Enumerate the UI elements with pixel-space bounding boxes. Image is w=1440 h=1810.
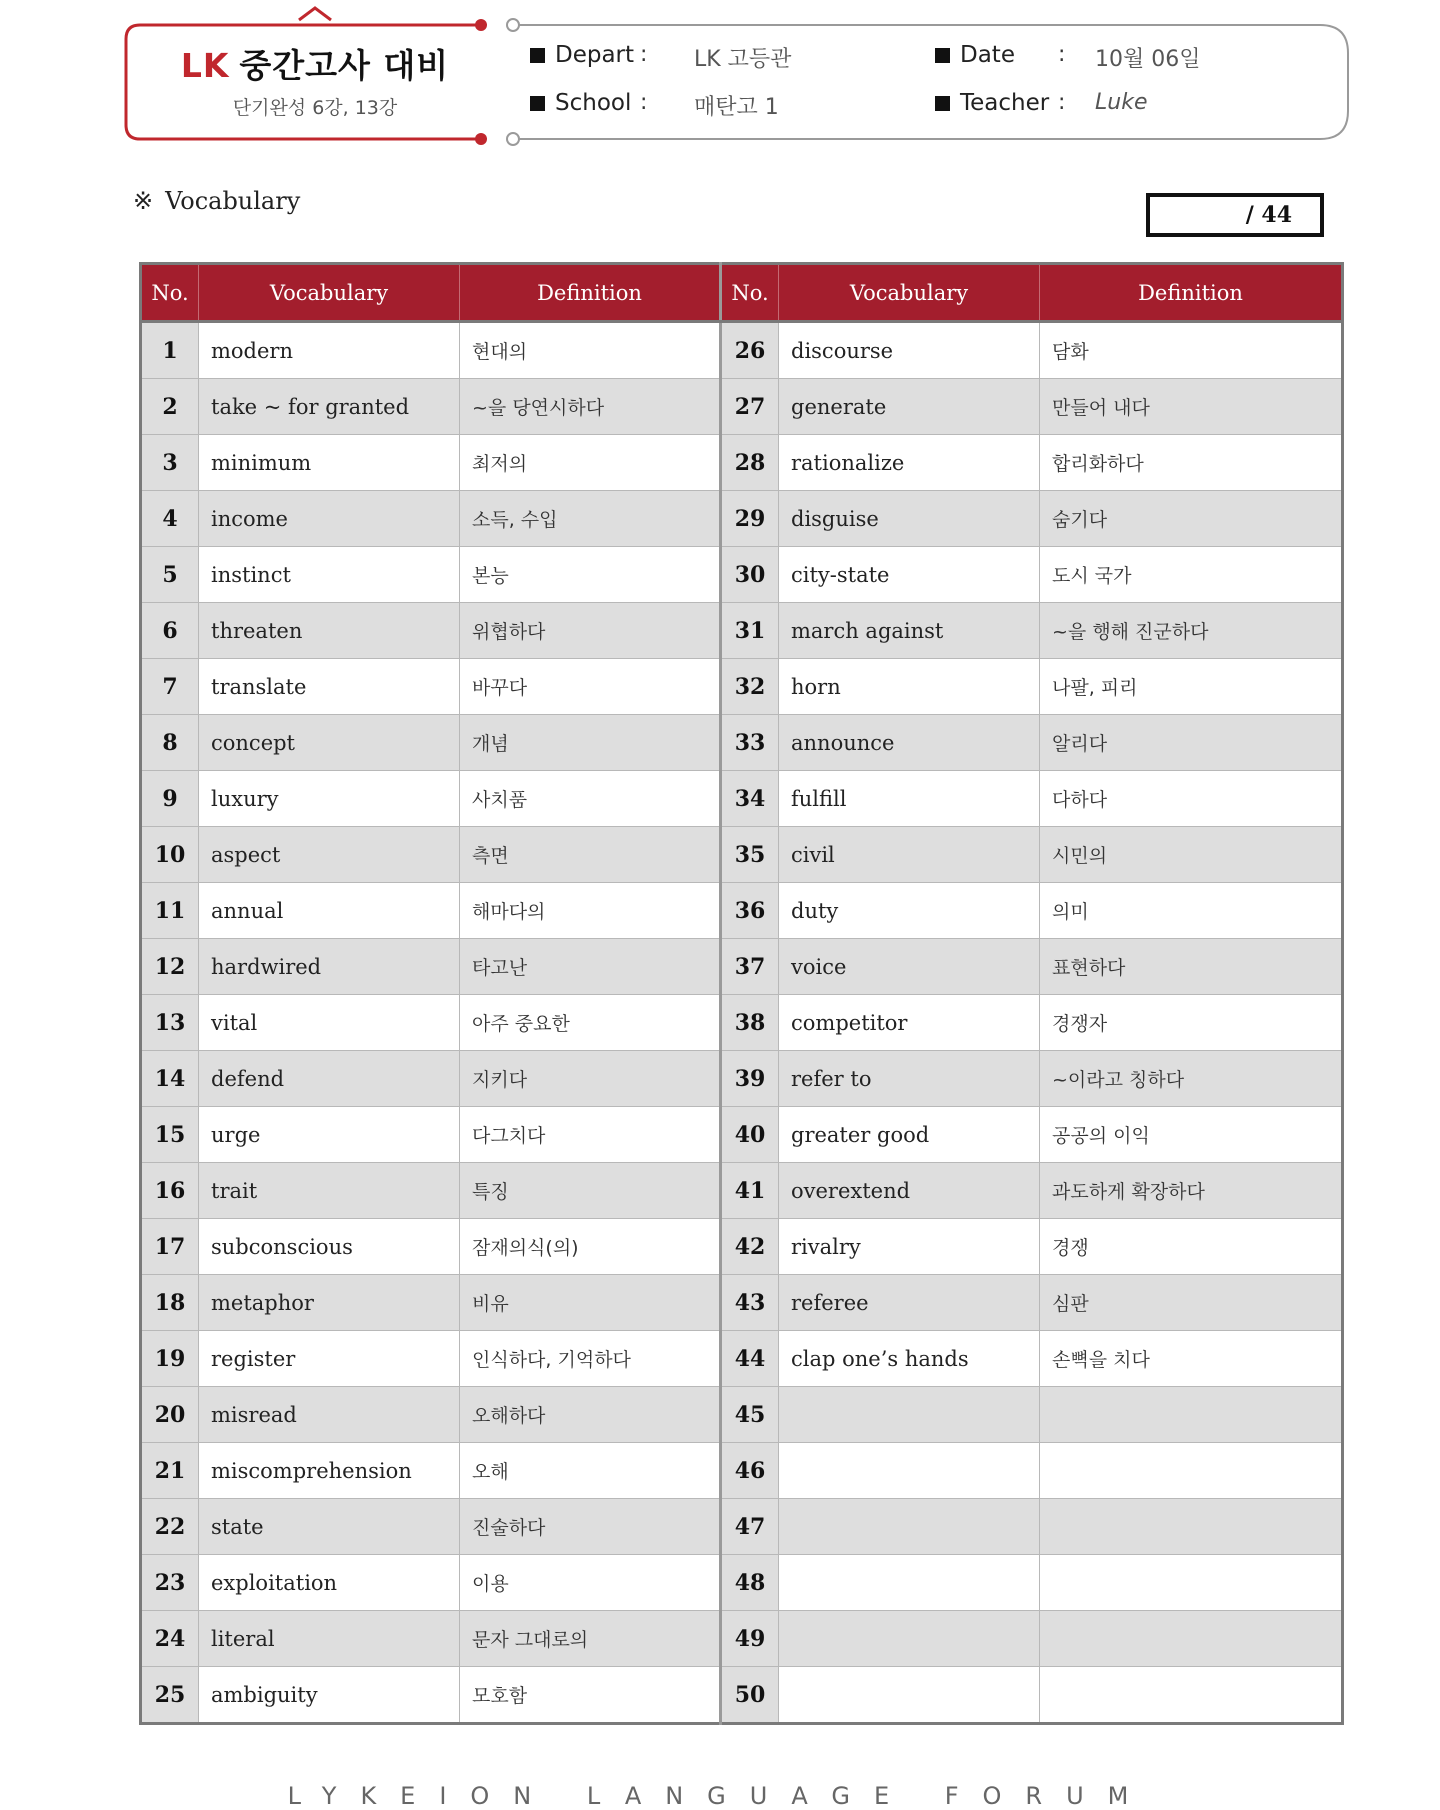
definition-cell-right: ~이라고 칭하다 <box>1040 1051 1343 1107</box>
row-number-left: 4 <box>141 491 199 547</box>
row-number-left: 2 <box>141 379 199 435</box>
definition-cell-right: 담화 <box>1040 322 1343 379</box>
score-total: / 44 <box>1245 202 1292 228</box>
row-number-right: 29 <box>721 491 779 547</box>
table-row <box>141 603 1343 659</box>
row-number-right: 38 <box>721 995 779 1051</box>
row-number-right: 44 <box>721 1331 779 1387</box>
school-colon: : <box>640 90 648 115</box>
row-number-right: 28 <box>721 435 779 491</box>
row-number-right: 43 <box>721 1275 779 1331</box>
definition-cell-right <box>1040 1611 1343 1667</box>
vocabulary-cell-left: threaten <box>199 603 460 659</box>
vocabulary-cell-right <box>779 1667 1040 1724</box>
square-bullet-icon <box>530 96 545 111</box>
depart-colon: : <box>640 42 648 67</box>
definition-cell-left: 잠재의식(의) <box>460 1219 721 1275</box>
row-number-left: 20 <box>141 1387 199 1443</box>
row-number-right: 36 <box>721 883 779 939</box>
definition-cell-left: 타고난 <box>460 939 721 995</box>
vocabulary-cell-left: translate <box>199 659 460 715</box>
table-row <box>141 435 1343 491</box>
row-number-left: 21 <box>141 1443 199 1499</box>
definition-cell-right: ~을 행해 진군하다 <box>1040 603 1343 659</box>
vocabulary-cell-right: announce <box>779 715 1040 771</box>
row-number-right: 39 <box>721 1051 779 1107</box>
vocabulary-cell-right <box>779 1555 1040 1611</box>
definition-cell-right <box>1040 1555 1343 1611</box>
definition-cell-left: 소득, 수입 <box>460 491 721 547</box>
teacher-colon: : <box>1058 90 1066 115</box>
table-row <box>141 1219 1343 1275</box>
row-number-right: 32 <box>721 659 779 715</box>
table-row <box>141 1499 1343 1555</box>
table-row <box>141 771 1343 827</box>
table-row <box>141 827 1343 883</box>
definition-cell-left: 모호함 <box>460 1667 721 1724</box>
depart-label <box>530 42 634 68</box>
header-definition-left: Definition <box>460 264 721 322</box>
definition-cell-right <box>1040 1499 1343 1555</box>
row-number-left: 25 <box>141 1667 199 1724</box>
title-main: 중간고사 대비 <box>239 46 450 85</box>
header-no-right: No. <box>721 264 779 322</box>
vocabulary-cell-left: literal <box>199 1611 460 1667</box>
definition-cell-right: 합리화하다 <box>1040 435 1343 491</box>
definition-cell-right: 표현하다 <box>1040 939 1343 995</box>
header-vocabulary-left: Vocabulary <box>199 264 460 322</box>
row-number-right: 41 <box>721 1163 779 1219</box>
vocabulary-cell-right: competitor <box>779 995 1040 1051</box>
page-subtitle: 단기완성 6강, 13강 <box>232 97 398 119</box>
vocabulary-cell-left: misread <box>199 1387 460 1443</box>
vocabulary-cell-left: ambiguity <box>199 1667 460 1724</box>
vocabulary-cell-left: income <box>199 491 460 547</box>
vocabulary-cell-right: voice <box>779 939 1040 995</box>
row-number-left: 5 <box>141 547 199 603</box>
definition-cell-left: 위협하다 <box>460 603 721 659</box>
vocabulary-cell-left: modern <box>199 322 460 379</box>
header-definition-right: Definition <box>1040 264 1343 322</box>
vocabulary-cell-right: discourse <box>779 322 1040 379</box>
vocabulary-cell-left: vital <box>199 995 460 1051</box>
definition-cell-right: 만들어 내다 <box>1040 379 1343 435</box>
row-number-right: 37 <box>721 939 779 995</box>
footer-brand: LYKEION LANGUAGE FORUM <box>287 1782 1153 1810</box>
vocabulary-cell-right: horn <box>779 659 1040 715</box>
definition-cell-left: 최저의 <box>460 435 721 491</box>
row-number-left: 1 <box>141 322 199 379</box>
teacher-label <box>935 90 1049 116</box>
vocabulary-cell-right <box>779 1387 1040 1443</box>
table-row <box>141 1275 1343 1331</box>
vocabulary-cell-right: clap one’s hands <box>779 1331 1040 1387</box>
row-number-left: 18 <box>141 1275 199 1331</box>
vocabulary-cell-left: defend <box>199 1051 460 1107</box>
school-label <box>530 90 631 116</box>
row-number-right: 40 <box>721 1107 779 1163</box>
table-row <box>141 1443 1343 1499</box>
vocabulary-cell-left: annual <box>199 883 460 939</box>
definition-cell-left: 바꾸다 <box>460 659 721 715</box>
table-row <box>141 1611 1343 1667</box>
vocabulary-cell-left: take ~ for granted <box>199 379 460 435</box>
vocabulary-cell-right <box>779 1499 1040 1555</box>
vocabulary-cell-left: trait <box>199 1163 460 1219</box>
section-title <box>133 187 300 215</box>
table-row <box>141 715 1343 771</box>
definition-cell-left: 측면 <box>460 827 721 883</box>
row-number-left: 7 <box>141 659 199 715</box>
vocabulary-table <box>139 262 1344 1725</box>
date-colon: : <box>1058 42 1066 67</box>
page-title <box>125 40 505 87</box>
definition-cell-right <box>1040 1387 1343 1443</box>
row-number-right: 31 <box>721 603 779 659</box>
header-no-left: No. <box>141 264 199 322</box>
definition-cell-right: 시민의 <box>1040 827 1343 883</box>
vocabulary-cell-right: rivalry <box>779 1219 1040 1275</box>
table-row <box>141 939 1343 995</box>
definition-cell-left: 비유 <box>460 1275 721 1331</box>
definition-cell-left: 오해하다 <box>460 1387 721 1443</box>
row-number-right: 46 <box>721 1443 779 1499</box>
definition-cell-left: 오해 <box>460 1443 721 1499</box>
row-number-right: 27 <box>721 379 779 435</box>
table-row <box>141 1331 1343 1387</box>
caret-up-icon <box>297 4 333 22</box>
row-number-right: 35 <box>721 827 779 883</box>
table-row <box>141 1667 1343 1724</box>
row-number-left: 15 <box>141 1107 199 1163</box>
vocabulary-cell-right: duty <box>779 883 1040 939</box>
definition-cell-right: 경쟁자 <box>1040 995 1343 1051</box>
vocabulary-cell-left: subconscious <box>199 1219 460 1275</box>
definition-cell-left: 현대의 <box>460 322 721 379</box>
definition-cell-right <box>1040 1667 1343 1724</box>
row-number-left: 14 <box>141 1051 199 1107</box>
row-number-right: 34 <box>721 771 779 827</box>
definition-cell-left: 특징 <box>460 1163 721 1219</box>
date-label <box>935 42 1015 68</box>
square-bullet-icon <box>935 48 950 63</box>
table-row <box>141 995 1343 1051</box>
table-row <box>141 322 1343 379</box>
square-bullet-icon <box>530 48 545 63</box>
vocabulary-cell-left: metaphor <box>199 1275 460 1331</box>
vocabulary-cell-right <box>779 1611 1040 1667</box>
teacher-label-text: Teacher <box>960 90 1050 116</box>
score-box <box>1146 193 1324 237</box>
definition-cell-right: 공공의 이익 <box>1040 1107 1343 1163</box>
table-header-row <box>141 264 1343 322</box>
row-number-left: 12 <box>141 939 199 995</box>
vocabulary-cell-left: minimum <box>199 435 460 491</box>
table-row <box>141 1387 1343 1443</box>
definition-cell-left: 문자 그대로의 <box>460 1611 721 1667</box>
definition-cell-left: ~을 당연시하다 <box>460 379 721 435</box>
school-value: 매탄고 1 <box>694 95 779 120</box>
table-row <box>141 883 1343 939</box>
definition-cell-left: 진술하다 <box>460 1499 721 1555</box>
depart-value: LK 고등관 <box>694 47 792 72</box>
definition-cell-left: 이용 <box>460 1555 721 1611</box>
vocabulary-cell-left: luxury <box>199 771 460 827</box>
reference-mark-icon: ※ <box>133 187 154 215</box>
depart-label-text: Depart <box>555 42 635 68</box>
vocabulary-cell-left: exploitation <box>199 1555 460 1611</box>
vocabulary-cell-right: rationalize <box>779 435 1040 491</box>
row-number-right: 45 <box>721 1387 779 1443</box>
row-number-right: 33 <box>721 715 779 771</box>
definition-cell-right: 도시 국가 <box>1040 547 1343 603</box>
date-label-text: Date <box>960 42 1015 68</box>
definition-cell-right: 숨기다 <box>1040 491 1343 547</box>
row-number-left: 17 <box>141 1219 199 1275</box>
date-value: 10월 06일 <box>1095 47 1201 72</box>
definition-cell-right: 나팔, 피리 <box>1040 659 1343 715</box>
definition-cell-right: 과도하게 확장하다 <box>1040 1163 1343 1219</box>
vocabulary-cell-right: refer to <box>779 1051 1040 1107</box>
row-number-left: 22 <box>141 1499 199 1555</box>
definition-cell-left: 개념 <box>460 715 721 771</box>
row-number-left: 16 <box>141 1163 199 1219</box>
definition-cell-right: 경쟁 <box>1040 1219 1343 1275</box>
definition-cell-left: 다그치다 <box>460 1107 721 1163</box>
vocabulary-cell-right: referee <box>779 1275 1040 1331</box>
definition-cell-right: 손뼉을 치다 <box>1040 1331 1343 1387</box>
row-number-left: 8 <box>141 715 199 771</box>
table-row <box>141 491 1343 547</box>
row-number-right: 49 <box>721 1611 779 1667</box>
row-number-left: 3 <box>141 435 199 491</box>
row-number-right: 48 <box>721 1555 779 1611</box>
definition-cell-right: 알리다 <box>1040 715 1343 771</box>
table-row <box>141 547 1343 603</box>
vocabulary-cell-right: fulfill <box>779 771 1040 827</box>
row-number-right: 42 <box>721 1219 779 1275</box>
row-number-right: 47 <box>721 1499 779 1555</box>
definition-cell-left: 사치품 <box>460 771 721 827</box>
definition-cell-right: 의미 <box>1040 883 1343 939</box>
square-bullet-icon <box>935 96 950 111</box>
definition-cell-left: 본능 <box>460 547 721 603</box>
row-number-right: 26 <box>721 322 779 379</box>
row-number-left: 19 <box>141 1331 199 1387</box>
row-number-left: 13 <box>141 995 199 1051</box>
definition-cell-left: 지키다 <box>460 1051 721 1107</box>
definition-cell-left: 아주 중요한 <box>460 995 721 1051</box>
vocabulary-cell-left: concept <box>199 715 460 771</box>
definition-cell-right: 다하다 <box>1040 771 1343 827</box>
row-number-left: 10 <box>141 827 199 883</box>
vocabulary-cell-left: miscomprehension <box>199 1443 460 1499</box>
vocabulary-cell-right: disguise <box>779 491 1040 547</box>
vocabulary-cell-right: civil <box>779 827 1040 883</box>
definition-cell-right: 심판 <box>1040 1275 1343 1331</box>
vocabulary-cell-right: overextend <box>779 1163 1040 1219</box>
row-number-left: 23 <box>141 1555 199 1611</box>
vocabulary-cell-left: instinct <box>199 547 460 603</box>
section-title-text: Vocabulary <box>165 187 301 215</box>
teacher-value: Luke <box>1095 90 1148 115</box>
vocabulary-cell-left: hardwired <box>199 939 460 995</box>
table-row <box>141 1107 1343 1163</box>
header-vocabulary-right: Vocabulary <box>779 264 1040 322</box>
vocabulary-cell-left: state <box>199 1499 460 1555</box>
definition-cell-right <box>1040 1443 1343 1499</box>
vocabulary-cell-left: register <box>199 1331 460 1387</box>
vocabulary-cell-left: urge <box>199 1107 460 1163</box>
vocabulary-cell-right: march against <box>779 603 1040 659</box>
row-number-right: 30 <box>721 547 779 603</box>
row-number-left: 24 <box>141 1611 199 1667</box>
table-body <box>141 322 1343 1724</box>
table-row <box>141 1555 1343 1611</box>
vocabulary-cell-right <box>779 1443 1040 1499</box>
school-label-text: School <box>555 90 632 116</box>
vocabulary-cell-right: generate <box>779 379 1040 435</box>
table-row <box>141 379 1343 435</box>
title-accent: LK <box>180 46 230 85</box>
row-number-right: 50 <box>721 1667 779 1724</box>
row-number-left: 6 <box>141 603 199 659</box>
definition-cell-left: 인식하다, 기억하다 <box>460 1331 721 1387</box>
row-number-left: 11 <box>141 883 199 939</box>
definition-cell-left: 해마다의 <box>460 883 721 939</box>
table-row <box>141 659 1343 715</box>
vocabulary-cell-right: greater good <box>779 1107 1040 1163</box>
row-number-left: 9 <box>141 771 199 827</box>
vocabulary-cell-left: aspect <box>199 827 460 883</box>
table-row <box>141 1163 1343 1219</box>
vocabulary-cell-right: city-state <box>779 547 1040 603</box>
table-row <box>141 1051 1343 1107</box>
